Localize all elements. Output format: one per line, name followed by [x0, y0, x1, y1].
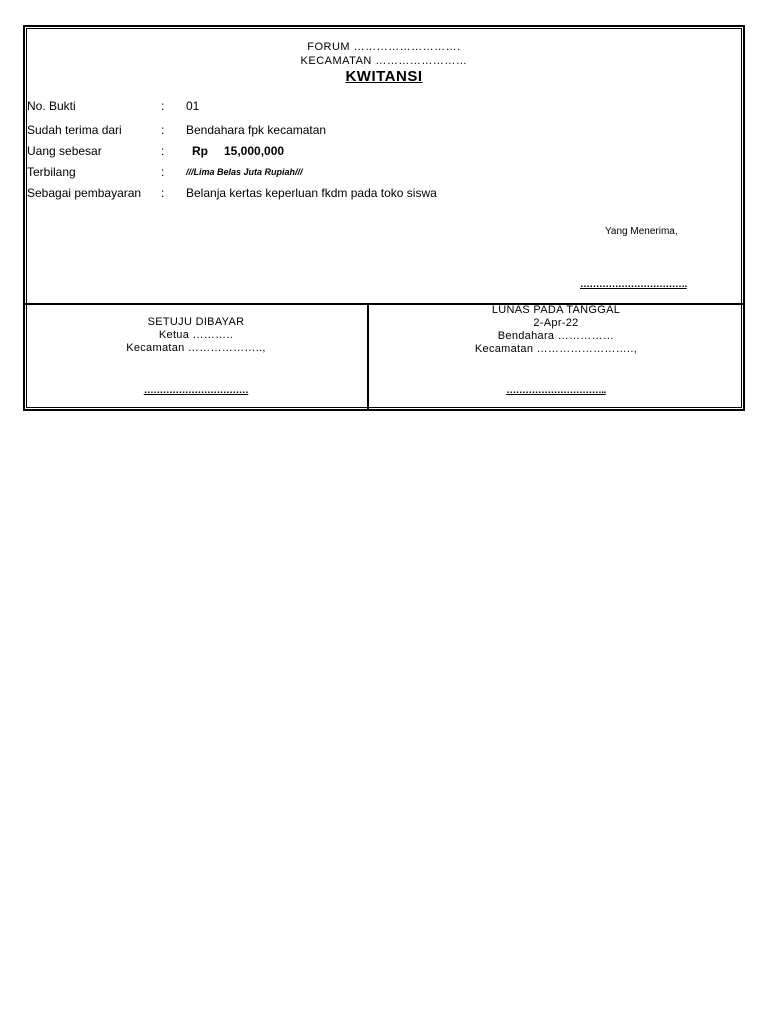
- header-forum: FORUM ……………………….: [307, 41, 461, 53]
- approval-signature-line: ……………………………: [143, 385, 249, 396]
- paid-date: 2-Apr-22: [533, 317, 579, 329]
- paid-signature-line: …………………………..: [506, 385, 606, 396]
- field-colon: :: [161, 99, 165, 113]
- receipt-title: KWITANSI: [345, 68, 423, 85]
- field-label: Sudah terima dari: [27, 123, 122, 137]
- field-label: No. Bukti: [27, 99, 76, 113]
- paid-box: [369, 304, 743, 356]
- paid-kecamatan: Kecamatan ……………………..,: [474, 343, 638, 355]
- field-colon: :: [161, 186, 165, 200]
- amount-in-words: ///Lima Belas Juta Rupiah///: [186, 167, 303, 177]
- approval-heading: SETUJU DIBAYAR: [147, 316, 245, 328]
- field-value: Belanja kertas keperluan fkdm pada toko siswa: [186, 186, 437, 200]
- amount-number: 15,000,000: [224, 144, 285, 158]
- field-label: Uang sebesar: [27, 144, 102, 158]
- receipt-form: [23, 25, 745, 411]
- field-label: Terbilang: [27, 165, 76, 179]
- header-kecamatan: KECAMATAN ……………………: [300, 55, 468, 67]
- paid-heading: LUNAS PADA TANGGAL: [491, 304, 621, 316]
- field-value: Bendahara fpk kecamatan: [186, 123, 327, 137]
- receiver-signature-line: …………………………….: [580, 279, 687, 290]
- approval-kecamatan: Kecamatan ………………..,: [126, 342, 266, 354]
- paid-bendahara: Bendahara ……………: [497, 330, 615, 342]
- amount-value: [186, 144, 284, 158]
- field-label: Sebagai pembayaran: [27, 186, 142, 200]
- field-colon: :: [161, 123, 165, 137]
- field-colon: :: [161, 165, 165, 179]
- field-value: 01: [186, 99, 200, 113]
- field-colon: :: [161, 144, 165, 158]
- approval-ketua: Ketua ………..: [158, 329, 234, 341]
- currency-symbol: Rp: [192, 144, 208, 158]
- receiver-label: Yang Menerima,: [605, 226, 678, 237]
- approval-box: [25, 316, 367, 355]
